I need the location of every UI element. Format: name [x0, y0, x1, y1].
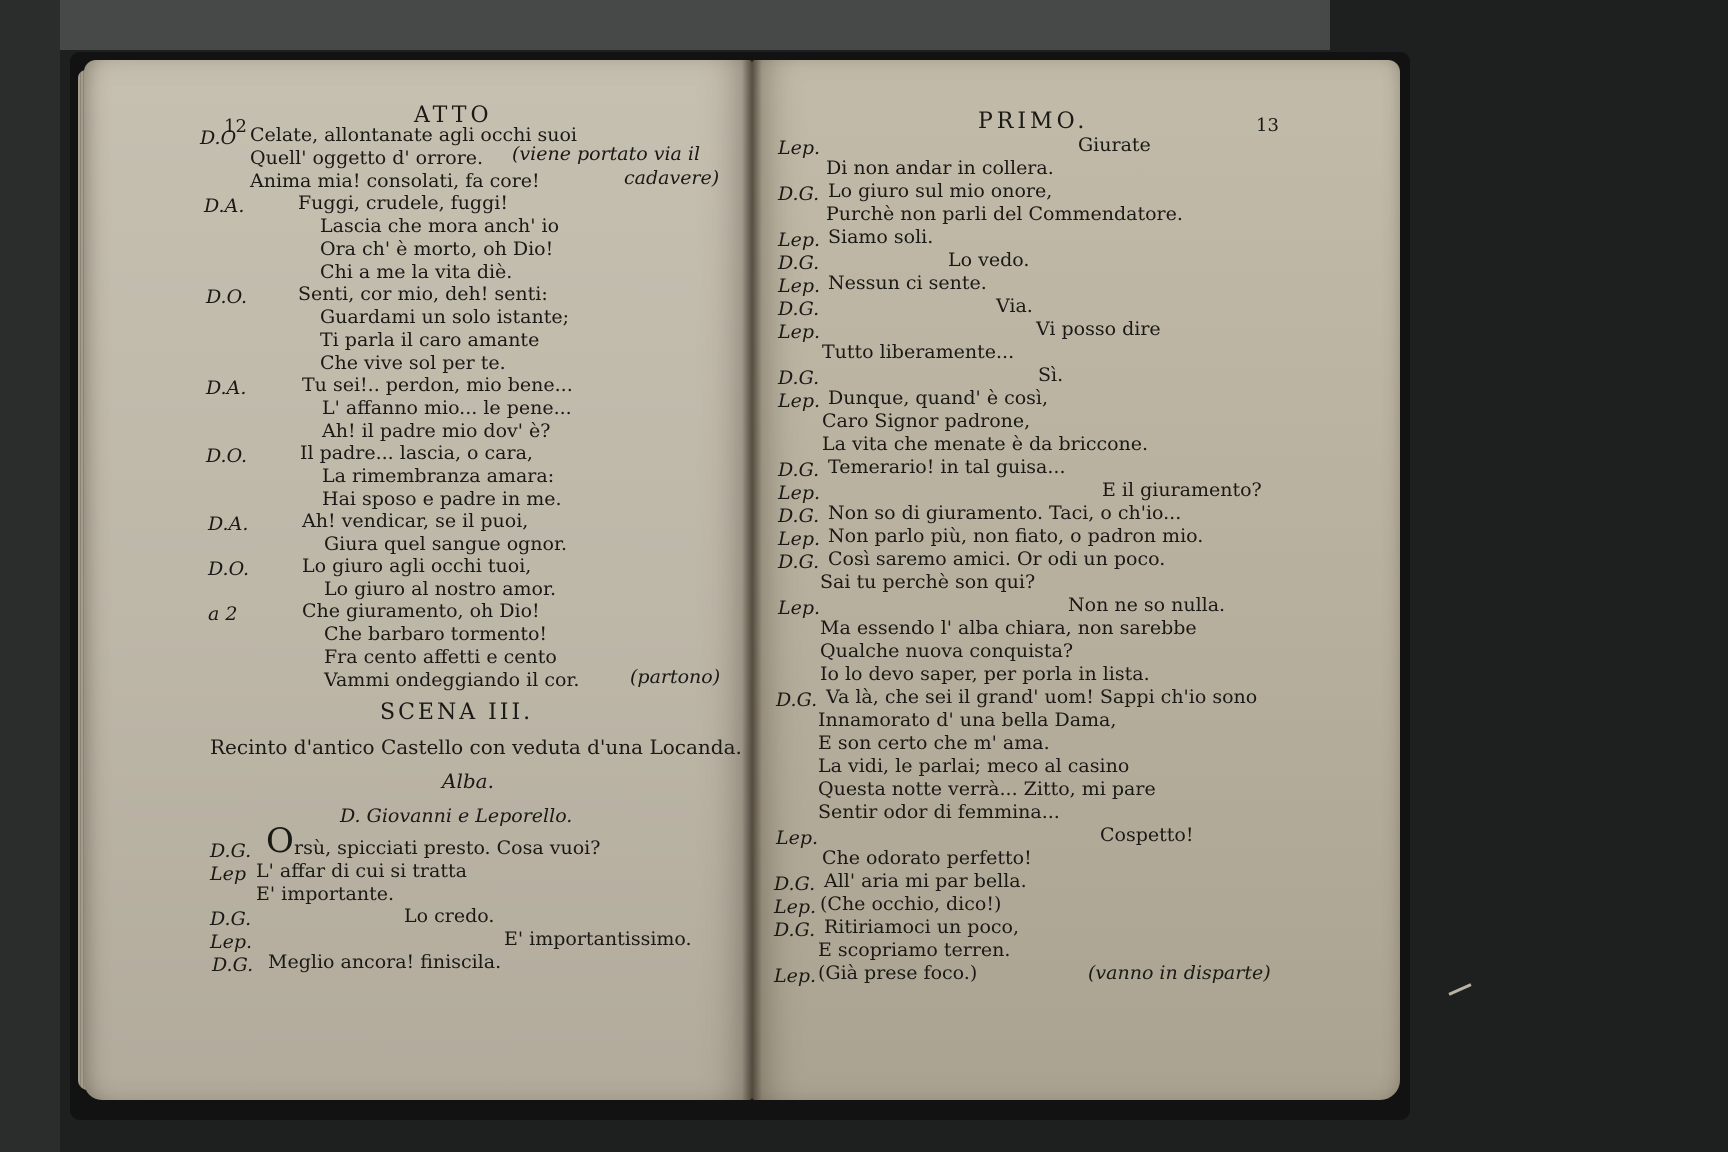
dialogue-line: E il giuramento? — [1102, 479, 1262, 501]
speaker-label: Lep. — [778, 137, 821, 159]
verse-line: Tu sei!.. perdon, mio bene... — [302, 374, 573, 396]
speaker-label: D.G. — [776, 689, 818, 711]
speaker-label: D.O. — [206, 445, 248, 467]
dialogue-line: Innamorato d' una bella Dama, — [818, 709, 1117, 731]
verse-line: Il padre... lascia, o cara, — [300, 442, 533, 464]
running-header: PRIMO. — [978, 109, 1089, 134]
verse-line: Che barbaro tormento! — [324, 623, 548, 645]
paper-speck — [1448, 983, 1471, 996]
verse-line: Vammi ondeggiando il cor. — [324, 669, 580, 691]
speaker-label: Lep. — [778, 597, 821, 619]
page-number: 13 — [1256, 115, 1279, 136]
speaker-label: D.G. — [778, 551, 820, 573]
dialogue-line: (Già prese foco.) — [818, 962, 978, 984]
stage-direction: cadavere) — [624, 167, 720, 189]
speaker-label: a 2 — [208, 603, 238, 625]
verse-line: Lo giuro agli occhi tuoi, — [302, 555, 532, 577]
speaker-label: D.G. — [778, 298, 820, 320]
dialogue-line: Qualche nuova conquista? — [820, 640, 1074, 662]
verse-line: Celate, allontanate agli occhi suoi — [250, 124, 578, 146]
dialogue-line: Sentir odor di femmina... — [818, 801, 1060, 823]
stage-direction: (viene portato via il — [512, 143, 701, 165]
dialogue-line: Ma essendo l' alba chiara, non sarebbe — [820, 617, 1197, 639]
speaker-label: D.G. — [778, 505, 820, 527]
verse-line: Ah! vendicar, se il puoi, — [302, 510, 529, 532]
dialogue-line: La vita che menate è da briccone. — [822, 433, 1149, 455]
speaker-label: D.G. — [210, 840, 252, 862]
verse-line: Giura quel sangue ognor. — [324, 533, 568, 555]
dialogue-line: (Che occhio, dico!) — [820, 893, 1002, 915]
left-page — [84, 60, 752, 1100]
verse-line: Quell' oggetto d' orrore. — [250, 147, 484, 169]
speaker-label: D.O. — [206, 286, 248, 308]
dialogue-line: Nessun ci sente. — [828, 272, 987, 294]
dialogue-line: Lo vedo. — [948, 249, 1030, 271]
dialogue-line: Lo giuro sul mio onore, — [828, 180, 1053, 202]
page-number: 12 — [224, 116, 247, 137]
speaker-label: Lep — [210, 863, 247, 885]
dialogue-line: E' importante. — [256, 883, 395, 905]
background-board-left — [0, 0, 60, 1152]
dialogue-line: Giurate — [1078, 134, 1151, 156]
speaker-label: D.A. — [206, 377, 247, 399]
verse-line: Ora ch' è morto, oh Dio! — [320, 238, 554, 260]
dialogue-line: Lo credo. — [404, 905, 495, 927]
dialogue-line: Non parlo più, non fiato, o padron mio. — [828, 525, 1204, 547]
dialogue-line: rsù, spicciati presto. Cosa vuoi? — [294, 837, 601, 859]
dialogue-line: Vi posso dire — [1036, 318, 1161, 340]
dialogue-line: Via. — [996, 295, 1033, 317]
dialogue-line: Di non andar in collera. — [826, 157, 1054, 179]
verse-line: Che giuramento, oh Dio! — [302, 600, 540, 622]
speaker-label: D.A. — [204, 195, 245, 217]
dialogue-line: Io lo devo saper, per porla in lista. — [820, 663, 1150, 685]
dialogue-line: Sì. — [1038, 364, 1064, 386]
dialogue-line: Questa notte verrà... Zitto, mi pare — [818, 778, 1156, 800]
speaker-label: Lep. — [778, 321, 821, 343]
right-page — [752, 60, 1400, 1100]
dialogue-line: Che odorato perfetto! — [822, 847, 1032, 869]
dialogue-line: Caro Signor padrone, — [822, 410, 1031, 432]
verse-line: Lascia che mora anch' io — [320, 215, 560, 237]
dialogue-line: Dunque, quand' è così, — [828, 387, 1049, 409]
dialogue-line: All' aria mi par bella. — [824, 870, 1027, 892]
verse-line: Fra cento affetti e cento — [324, 646, 557, 668]
speaker-label: D.G. — [778, 459, 820, 481]
dialogue-line: Cospetto! — [1100, 824, 1194, 846]
scene-title: SCENA III. — [380, 700, 534, 725]
speaker-label: Lep. — [774, 965, 817, 987]
dialogue-line: Siamo soli. — [828, 226, 934, 248]
dialogue-line: Temerario! in tal guisa... — [828, 456, 1066, 478]
speaker-label: D.G. — [774, 919, 816, 941]
speaker-label: Lep. — [778, 275, 821, 297]
scene-time: Alba. — [442, 769, 494, 793]
speaker-label: Lep. — [774, 896, 817, 918]
stage-direction: (vanno in disparte) — [1088, 962, 1271, 984]
scene-location: Recinto d'antico Castello con veduta d'una Locanda. — [210, 735, 742, 759]
dialogue-line: Va là, che sei il grand' uom! Sappi ch'io sono — [826, 686, 1258, 708]
speaker-label: D.G. — [778, 252, 820, 274]
book-gutter — [742, 60, 762, 1100]
speaker-label: Lep. — [778, 528, 821, 550]
speaker-label: D.G. — [778, 183, 820, 205]
dialogue-line: La vidi, le parlai; meco al casino — [818, 755, 1130, 777]
verse-line: Ah! il padre mio dov' è? — [322, 420, 551, 442]
scene-characters: D. Giovanni e Leporello. — [340, 805, 573, 827]
dialogue-line: E scopriamo terren. — [818, 939, 1011, 961]
verse-line: Che vive sol per te. — [320, 352, 506, 374]
dialogue-line: E' importantissimo. — [504, 928, 692, 950]
stage-direction: (partono) — [630, 666, 721, 688]
verse-line: Chi a me la vita diè. — [320, 261, 513, 283]
dialogue-line: L' affar di cui si tratta — [256, 860, 467, 882]
verse-line: Senti, cor mio, deh! senti: — [298, 283, 548, 305]
speaker-label: D.G. — [212, 954, 254, 976]
verse-line: Fuggi, crudele, fuggi! — [298, 192, 508, 214]
speaker-label: Lep. — [778, 482, 821, 504]
dialogue-line: Meglio ancora! finiscila. — [268, 951, 502, 973]
speaker-label: D.G. — [778, 367, 820, 389]
verse-line: Hai sposo e padre in me. — [322, 488, 562, 510]
verse-line: Ti parla il caro amante — [320, 329, 540, 351]
dialogue-line: Ritiriamoci un poco, — [824, 916, 1020, 938]
verse-line: Lo giuro al nostro amor. — [324, 578, 557, 600]
speaker-label: D.A. — [208, 513, 249, 535]
dialogue-line: Purchè non parli del Commendatore. — [826, 203, 1183, 225]
verse-line: La rimembranza amara: — [322, 465, 555, 487]
dialogue-line: Non so di giuramento. Taci, o ch'io... — [828, 502, 1182, 524]
speaker-label: D.O. — [208, 558, 250, 580]
dialogue-line: Tutto liberamente... — [822, 341, 1015, 363]
verse-line: L' affanno mio... le pene... — [322, 397, 572, 419]
speaker-label: D.G. — [774, 873, 816, 895]
speaker-label: Lep. — [778, 229, 821, 251]
verse-line: Anima mia! consolati, fa core! — [250, 170, 540, 192]
dialogue-line: Sai tu perchè son qui? — [820, 571, 1036, 593]
speaker-label: Lep. — [778, 390, 821, 412]
speaker-label: Lep. — [210, 931, 253, 953]
drop-initial: O — [266, 821, 294, 861]
verse-line: Guardami un solo istante; — [320, 306, 570, 328]
speaker-label: D.G. — [210, 908, 252, 930]
dialogue-line: Non ne so nulla. — [1068, 594, 1226, 616]
dialogue-line: E son certo che m' ama. — [818, 732, 1050, 754]
speaker-label: Lep. — [776, 827, 819, 849]
dialogue-line: Così saremo amici. Or odi un poco. — [828, 548, 1166, 570]
running-header: ATTO — [414, 103, 493, 128]
background-board — [0, 0, 1330, 50]
speaker-label: D.O — [200, 127, 237, 149]
